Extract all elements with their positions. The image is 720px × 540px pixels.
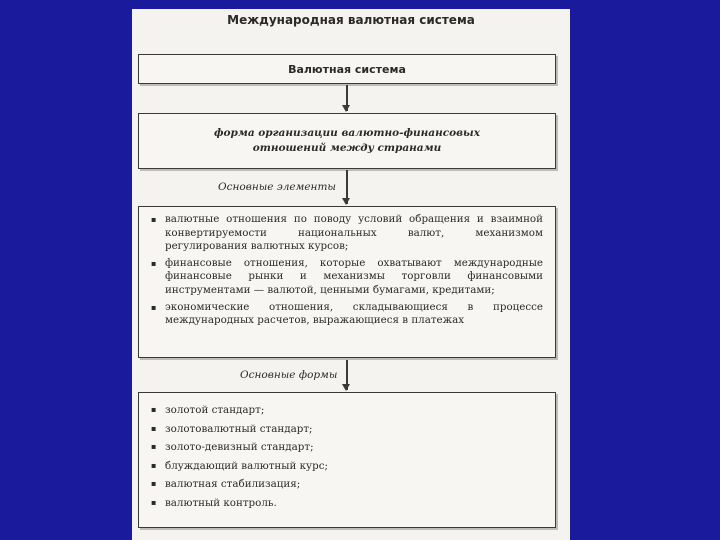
list-item: ▪ экономические отношения, складывающиеся в процессе международных расчетов, выражающиеся в платежах <box>151 301 543 328</box>
arrow-1 <box>346 85 348 111</box>
node-currency-system <box>138 54 556 84</box>
arrow-2 <box>346 170 348 204</box>
list-item: ▪ золотовалютный стандарт; <box>151 420 543 439</box>
node-forms-list <box>138 392 556 528</box>
list-item: ▪ финансовые отношения, которые охватывают международные финансовые рынки и механизмы торговли финансовыми инструментами — валютой, ценными бумагами, кредитами; <box>151 257 543 298</box>
list-item: ▪ валютный контроль. <box>151 494 543 513</box>
scanned-page <box>132 9 570 540</box>
list-item: ▪ золотой стандарт; <box>151 401 543 420</box>
list-item: ▪ золото-девизный стандарт; <box>151 438 543 457</box>
node-currency-system-label: Валютная система <box>288 62 406 76</box>
list-item: ▪ блуждающий валютный курс; <box>151 457 543 476</box>
node-definition-text: форма организации валютно-финансовых отношений между странами <box>214 127 480 154</box>
elements-list <box>151 213 543 328</box>
label-main-elements: Основные элементы <box>218 181 336 193</box>
label-main-forms: Основные формы <box>240 369 338 381</box>
node-definition <box>138 113 556 169</box>
list-item: ▪ валютная стабилизация; <box>151 475 543 494</box>
arrow-3 <box>346 360 348 390</box>
page-title: Международная валютная система <box>227 13 475 27</box>
list-item: ▪ валютные отношения по поводу условий обращения и взаимной конвертируемости национальных валют, механизмом регулирования валютных курсов; <box>151 213 543 254</box>
forms-list <box>151 401 543 512</box>
node-elements-list <box>138 206 556 358</box>
